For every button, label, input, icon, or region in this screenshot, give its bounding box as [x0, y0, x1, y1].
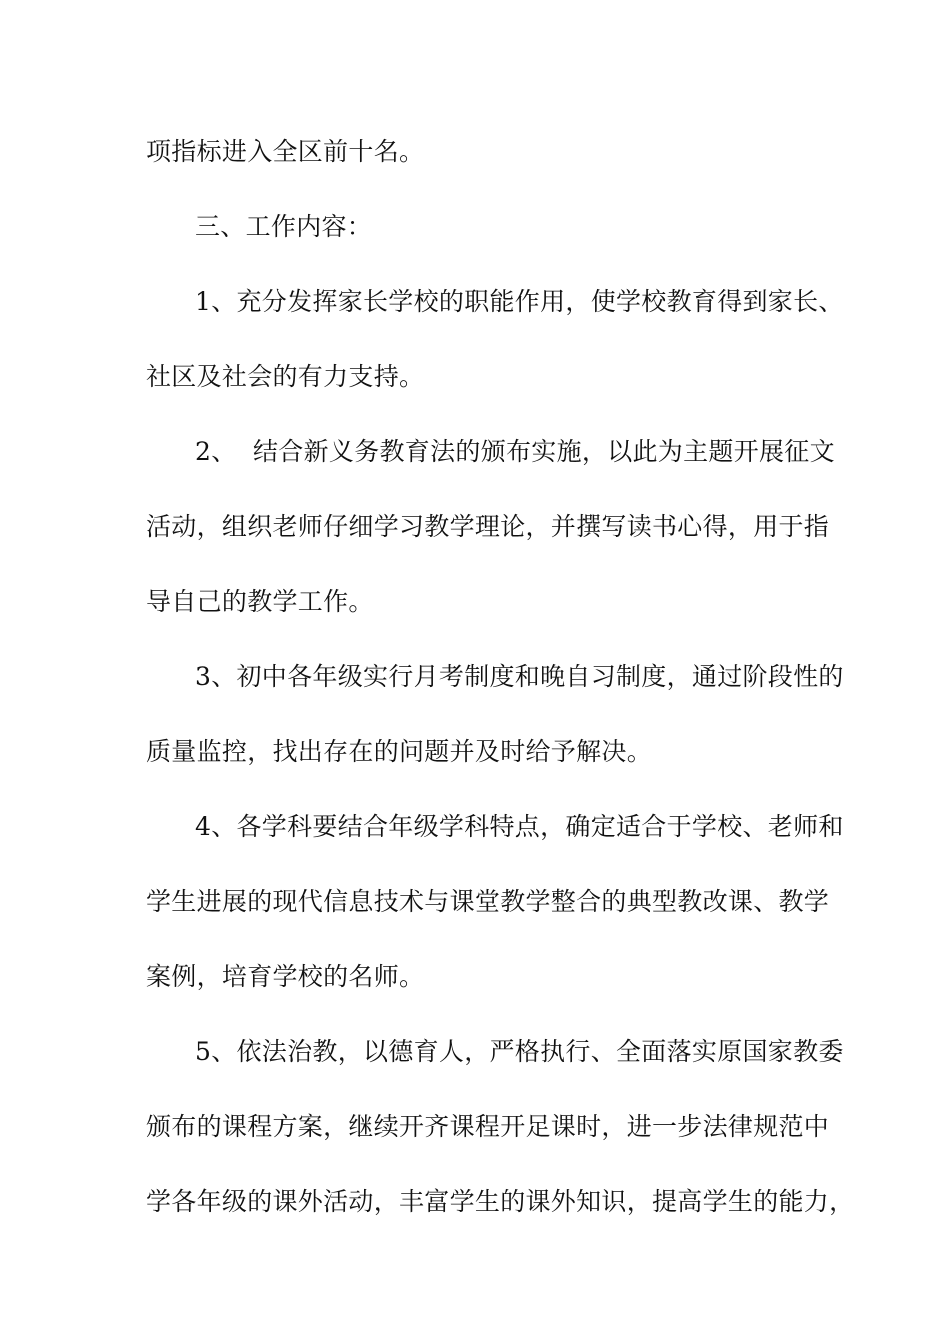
item-5-line-2: 颁布的课程方案，继续开齐课程开足课时，进一步法律规范中 [146, 1112, 830, 1141]
item-2-line-1: 2、 结合新义务教育法的颁布实施，以此为主题开展征文 [195, 437, 835, 466]
section-heading: 三、工作内容： [195, 212, 373, 241]
text-line-1: 项指标进入全区前十名。 [146, 137, 425, 166]
item-4-line-1: 4、各学科要结合年级学科特点，确定适合于学校、老师和 [195, 812, 844, 841]
item-2-line-3: 导自己的教学工作。 [146, 587, 374, 616]
item-5-line-1: 5、依法治教，以德育人，严格执行、全面落实原国家教委 [195, 1037, 844, 1066]
item-2-line-2: 活动，组织老师仔细学习教学理论，并撰写读书心得，用于指 [146, 512, 830, 541]
item-3-line-1: 3、初中各年级实行月考制度和晚自习制度，通过阶段性的 [195, 662, 844, 691]
item-4-line-2: 学生进展的现代信息技术与课堂教学整合的典型教改课、教学 [146, 887, 830, 916]
item-4-line-3: 案例，培育学校的名师。 [146, 962, 425, 991]
item-3-line-2: 质量监控，找出存在的问题并及时给予解决。 [146, 737, 653, 766]
item-5-line-3: 学各年级的课外活动，丰富学生的课外知识，提高学生的能力， [146, 1187, 855, 1216]
item-1-line-1: 1、充分发挥家长学校的职能作用，使学校教育得到家长、 [195, 287, 844, 316]
item-1-line-2: 社区及社会的有力支持。 [146, 362, 425, 391]
